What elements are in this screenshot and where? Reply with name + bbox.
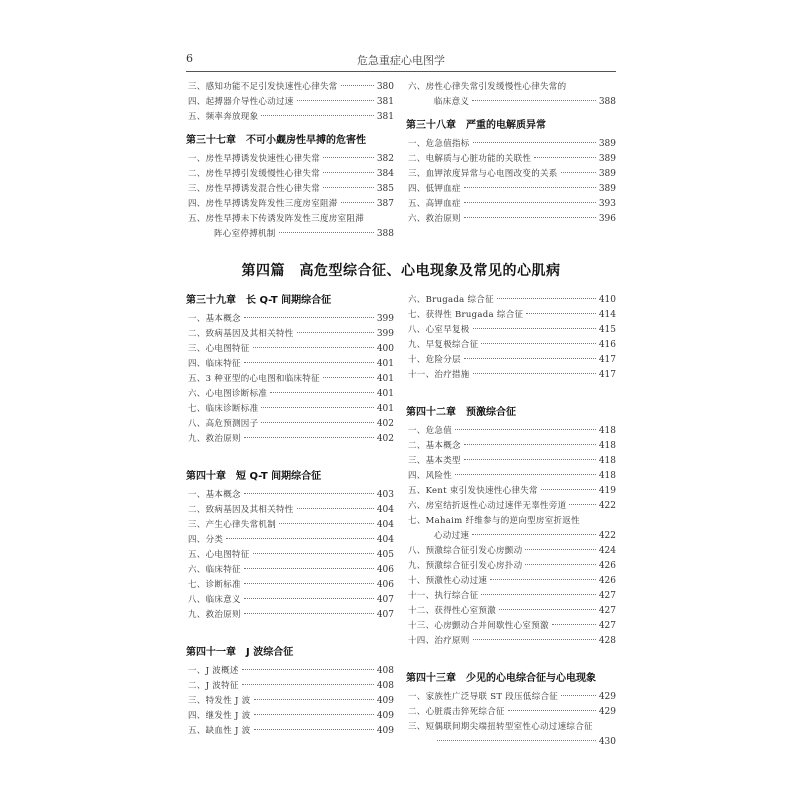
toc-entry: [406, 424, 616, 439]
toc-page-number: 401: [376, 374, 394, 384]
toc-page-number: 418: [598, 426, 616, 436]
toc-entry-title: 二、电解质与心脏功能的关联性: [408, 154, 532, 164]
toc-page-number: 424: [598, 546, 616, 556]
toc-entry-title: 二、基本概念: [408, 441, 461, 451]
toc-entry-title: 三、特发性 J 波: [188, 696, 251, 706]
toc-entry: [186, 724, 394, 739]
toc-entry-title: 七、Mahaim 纤维参与的逆向型房室折返性: [408, 516, 580, 526]
toc-entry-title: 六、心电图诊断标准: [188, 389, 268, 399]
dot-leader: [508, 710, 596, 711]
toc-column-top-right: [406, 80, 616, 227]
toc-entry: [186, 372, 394, 387]
toc-page-number: 406: [376, 580, 394, 590]
toc-entry-title: 十、预激性心动过速: [408, 576, 488, 586]
toc-entry-title: 八、高危预测因子: [188, 419, 259, 429]
dot-leader: [254, 729, 374, 730]
dot-leader: [244, 437, 374, 438]
toc-entry-title: 二、房性早搏引发缓慢性心律失常: [188, 169, 321, 179]
toc-page-number: 404: [376, 520, 394, 530]
toc-entry: [186, 608, 394, 623]
dot-leader: [481, 594, 595, 595]
toc-entry: [186, 503, 394, 518]
dot-leader: [561, 695, 596, 696]
toc-entry-title: 八、心室早复极: [408, 325, 470, 335]
toc-entry-title: 三、房性早搏诱发混合性心律失常: [188, 184, 321, 194]
toc-entry-title: 六、救治原则: [408, 214, 461, 224]
toc-page-number: 404: [376, 535, 394, 545]
toc-page-number: 388: [598, 97, 616, 107]
toc-page-number: 408: [376, 666, 394, 676]
dot-leader: [323, 157, 374, 158]
dot-leader: [472, 100, 596, 101]
toc-entry: [186, 563, 394, 578]
toc-entry: [406, 634, 616, 649]
toc-entry: [186, 593, 394, 608]
dot-leader: [244, 598, 374, 599]
part-title: 第四篇 高危型综合征、心电现象及常见的心肌病: [241, 263, 561, 279]
dot-leader: [261, 407, 373, 408]
toc-entry-title: 三、心电图特征: [188, 344, 250, 354]
toc-entry: [406, 499, 616, 514]
dot-leader: [254, 714, 374, 715]
toc-page-number: 405: [376, 550, 394, 560]
toc-entry-title: 一、J 波概述: [188, 666, 239, 676]
toc-entry-title: 七、临床诊断标准: [188, 404, 259, 414]
dot-leader: [464, 459, 596, 460]
toc-entry: [406, 559, 616, 574]
toc-entry: [406, 454, 616, 469]
toc-entry-title: 八、临床意义: [188, 595, 241, 605]
toc-page-number: 389: [598, 169, 616, 179]
toc-entry: [406, 439, 616, 454]
toc-entry: [406, 484, 616, 499]
toc-entry: [406, 604, 616, 619]
toc-entry: [186, 197, 394, 212]
dot-leader: [261, 422, 373, 423]
toc-page-number: 429: [598, 707, 616, 717]
toc-entry-title: 五、缺血性 J 波: [188, 726, 251, 736]
dot-leader: [270, 392, 374, 393]
toc-entry: [406, 720, 616, 735]
toc-page-number: 419: [598, 486, 616, 496]
toc-entry: [406, 619, 616, 634]
page-number: 6: [186, 52, 193, 65]
toc-entry: [406, 514, 616, 529]
toc-page-number: 427: [598, 591, 616, 601]
dot-leader: [297, 100, 374, 101]
toc-entry: [186, 182, 394, 197]
toc-entry-title: 一、基本概念: [188, 490, 241, 500]
toc-entry-title: 九、早复极综合征: [408, 340, 479, 350]
toc-entry-title: 一、危急值: [408, 426, 453, 436]
toc-entry: [406, 574, 616, 589]
toc-column-bottom-left: [186, 293, 394, 739]
toc-entry-title: 四、分类: [188, 535, 224, 545]
dot-leader: [242, 669, 374, 670]
toc-page-number: 382: [376, 154, 394, 164]
toc-entry-title: 八、预激综合征引发心房颤动: [408, 546, 523, 556]
toc-page-number: 416: [598, 340, 616, 350]
toc-entry-title: 四、风险性: [408, 471, 453, 481]
toc-entry-title: 临床意义: [434, 97, 470, 107]
dot-leader: [472, 534, 596, 535]
toc-entry: [186, 152, 394, 167]
toc-entry-title: 四、临床特征: [188, 359, 241, 369]
dot-leader: [525, 564, 595, 565]
dot-leader: [464, 444, 596, 445]
toc-page-number: 415: [598, 325, 616, 335]
toc-entry-title: 九、救治原则: [188, 610, 241, 620]
dot-leader: [526, 313, 596, 314]
toc-entry: [186, 212, 394, 227]
dot-leader: [254, 699, 374, 700]
toc-page-number: 389: [598, 139, 616, 149]
dot-leader: [297, 332, 374, 333]
dot-leader: [473, 373, 596, 374]
toc-page-number: 407: [376, 610, 394, 620]
toc-page-number: 402: [376, 434, 394, 444]
toc-page-number: 384: [376, 169, 394, 179]
dot-leader: [499, 609, 596, 610]
dot-leader: [437, 740, 596, 741]
toc-page-number: 428: [598, 636, 616, 646]
dot-leader: [490, 579, 596, 580]
toc-page-number: 401: [376, 404, 394, 414]
toc-entry: [406, 182, 616, 197]
toc-entry: [186, 387, 394, 402]
toc-page-number: 385: [376, 184, 394, 194]
dot-leader: [481, 343, 595, 344]
toc-entry-title: 一、危急值指标: [408, 139, 470, 149]
toc-entry: [186, 578, 394, 593]
toc-entry-title: 三、感知功能不足引发快速性心律失常: [188, 82, 338, 92]
toc-entry: [406, 308, 616, 323]
chapter-heading: 第三十八章 严重的电解质异常: [406, 120, 546, 131]
toc-entry-title: 六、Brugada 综合征: [408, 295, 494, 305]
dot-leader: [464, 202, 596, 203]
dot-leader: [534, 157, 596, 158]
toc-entry: [406, 589, 616, 604]
toc-page-number: 429: [598, 692, 616, 702]
dot-leader: [541, 489, 596, 490]
toc-page-number: 400: [376, 344, 394, 354]
toc-entry: [406, 544, 616, 559]
toc-page-number: 427: [598, 621, 616, 631]
dot-leader: [279, 232, 374, 233]
toc-entry: [186, 357, 394, 372]
dot-leader: [473, 142, 596, 143]
toc-entry-title: 十、危险分层: [408, 355, 461, 365]
toc-entry-title: 五、高钾血症: [408, 199, 461, 209]
toc-entry-title: 阵心室停搏机制: [214, 229, 276, 239]
dot-leader: [552, 624, 596, 625]
chapter-heading: 第三十九章 长 Q-T 间期综合征: [186, 295, 332, 306]
toc-entry: [186, 694, 394, 709]
toc-page-number: 426: [598, 561, 616, 571]
toc-entry: [186, 110, 394, 125]
dot-leader: [244, 583, 374, 584]
toc-entry: [406, 293, 616, 308]
page-header: [186, 52, 616, 70]
toc-page-number: 396: [598, 214, 616, 224]
chapter-heading: 第四十三章 少见的心电综合征与心电现象: [406, 673, 596, 684]
dot-leader: [341, 202, 374, 203]
toc-entry: [406, 167, 616, 182]
toc-entry-title: 二、致病基因及其相关特性: [188, 329, 294, 339]
toc-page-number: 414: [598, 310, 616, 320]
dot-leader: [561, 172, 596, 173]
toc-page-number: 427: [598, 606, 616, 616]
toc-page-number: 389: [598, 154, 616, 164]
toc-page-number: 409: [376, 726, 394, 736]
toc-page-number: 418: [598, 471, 616, 481]
toc-page-number: 399: [376, 329, 394, 339]
toc-entry: [186, 518, 394, 533]
toc-entry: [186, 342, 394, 357]
toc-page-number: 409: [376, 711, 394, 721]
dot-leader: [569, 504, 595, 505]
toc-entry: [406, 705, 616, 720]
toc-entry-title: 七、诊断标准: [188, 580, 241, 590]
book-title: 危急重症心电图学: [357, 54, 445, 67]
toc-page-number: 422: [598, 501, 616, 511]
dot-leader: [244, 362, 374, 363]
toc-page-number: 393: [598, 199, 616, 209]
toc-entry: [406, 197, 616, 212]
dot-leader: [261, 115, 373, 116]
toc-entry-title: 一、基本概念: [188, 314, 241, 324]
toc-entry-title: 九、救治原则: [188, 434, 241, 444]
toc-entry-title: 二、致病基因及其相关特性: [188, 505, 294, 515]
toc-entry-title: 三、短偶联间期尖端扭转型室性心动过速综合征: [408, 722, 593, 732]
toc-entry: [186, 664, 394, 679]
toc-page-number: 381: [376, 112, 394, 122]
toc-page-number: 426: [598, 576, 616, 586]
toc-entry-title: 十一、执行综合征: [408, 591, 479, 601]
dot-leader: [525, 549, 595, 550]
toc-page-number: 408: [376, 681, 394, 691]
toc-page-number: 407: [376, 595, 394, 605]
toc-entry-title: 六、临床特征: [188, 565, 241, 575]
toc-page-number: 418: [598, 441, 616, 451]
toc-entry: [186, 327, 394, 342]
toc-entry-title: 四、低钾血症: [408, 184, 461, 194]
toc-page-number: 430: [598, 737, 616, 747]
dot-leader: [473, 639, 596, 640]
toc-entry: [186, 679, 394, 694]
toc-entry: [186, 709, 394, 724]
dot-leader: [253, 553, 374, 554]
toc-entry: [186, 80, 394, 95]
toc-page-number: 401: [376, 389, 394, 399]
toc-entry-title: 四、房性早搏诱发阵发性三度房室阻滞: [188, 199, 338, 209]
toc-entry-title: 五、房性早搏未下传诱发阵发性三度房室阻滞: [188, 214, 365, 224]
dot-leader: [244, 317, 374, 318]
toc-page-number: 403: [376, 490, 394, 500]
toc-entry-title: 三、血钾浓度异常与心电图改变的关系: [408, 169, 558, 179]
toc-page-number: 388: [376, 229, 394, 239]
dot-leader: [244, 568, 374, 569]
toc-entry: [186, 167, 394, 182]
toc-page-number: 404: [376, 505, 394, 515]
toc-column-bottom-right: [406, 293, 616, 750]
dot-leader: [497, 298, 596, 299]
dot-leader: [242, 684, 374, 685]
toc-entry-title: 七、获得性 Brugada 综合征: [408, 310, 524, 320]
toc-entry-title: 四、继发性 J 波: [188, 711, 251, 721]
chapter-heading: 第四十二章 预激综合征: [406, 407, 516, 418]
toc-page-number: 402: [376, 419, 394, 429]
toc-entry-title: 五、心电图特征: [188, 550, 250, 560]
dot-leader: [455, 429, 596, 430]
toc-entry: [406, 529, 616, 544]
dot-leader: [341, 85, 374, 86]
dot-leader: [473, 328, 596, 329]
toc-entry-title: 三、产生心律失常机制: [188, 520, 277, 530]
dot-leader: [244, 493, 374, 494]
toc-page-number: 406: [376, 565, 394, 575]
toc-page-number: 381: [376, 97, 394, 107]
toc-entry-title: 五、3 种亚型的心电图和临床特征: [188, 374, 320, 384]
toc-page-number: 389: [598, 184, 616, 194]
toc-entry-title: 十一、治疗措施: [408, 370, 470, 380]
toc-entry: [186, 312, 394, 327]
chapter-heading: 第三十七章 不可小觑房性早搏的危害性: [186, 135, 366, 146]
toc-page-number: 387: [376, 199, 394, 209]
toc-entry: [406, 469, 616, 484]
toc-entry: [406, 152, 616, 167]
toc-page-number: 399: [376, 314, 394, 324]
toc-entry: [406, 338, 616, 353]
toc-entry: [186, 417, 394, 432]
toc-entry-title: 三、基本类型: [408, 456, 461, 466]
toc-page-number: 380: [376, 82, 394, 92]
toc-column-top-left: [186, 80, 394, 242]
toc-entry: [406, 690, 616, 705]
toc-entry-title: 心动过速: [434, 531, 470, 541]
toc-entry-title: 五、频率奔放现象: [188, 112, 259, 122]
toc-entry-title: 十三、心房颤动合并间歇性心室预激: [408, 621, 549, 631]
toc-entry: [186, 533, 394, 548]
toc-entry-title: 六、房室结折返性心动过速伴无辜性旁道: [408, 501, 567, 511]
dot-leader: [464, 358, 596, 359]
toc-entry-title: 六、房性心律失常引发缓慢性心律失常的: [408, 82, 567, 92]
toc-entry: [406, 80, 616, 95]
toc-entry: [406, 323, 616, 338]
dot-leader: [455, 474, 596, 475]
header-rule: [186, 71, 616, 72]
dot-leader: [323, 187, 374, 188]
dot-leader: [279, 523, 374, 524]
toc-entry: [406, 137, 616, 152]
toc-entry: [186, 432, 394, 447]
toc-page-number: 417: [598, 370, 616, 380]
toc-entry: [186, 488, 394, 503]
dot-leader: [323, 377, 374, 378]
toc-entry-title: 十二、获得性心室预激: [408, 606, 497, 616]
dot-leader: [253, 347, 374, 348]
toc-entry: [406, 353, 616, 368]
toc-page-number: 409: [376, 696, 394, 706]
toc-entry-title: 四、起搏器介导性心动过速: [188, 97, 294, 107]
toc-entry: [406, 368, 616, 383]
dot-leader: [464, 217, 596, 218]
toc-entry: [186, 402, 394, 417]
toc-page-number: 418: [598, 456, 616, 466]
toc-entry-title: 九、预激综合征引发心房扑动: [408, 561, 523, 571]
dot-leader: [464, 187, 596, 188]
chapter-heading: 第四十章 短 Q-T 间期综合征: [186, 471, 322, 482]
toc-entry-title: 一、房性早搏诱发快速性心律失常: [188, 154, 321, 164]
toc-entry: [406, 735, 616, 750]
toc-entry-title: 一、家族性广泛导联 ST 段压低综合征: [408, 692, 559, 702]
toc-entry: [406, 95, 616, 110]
toc-entry: [186, 548, 394, 563]
toc-entry-title: 十四、治疗原则: [408, 636, 470, 646]
toc-entry-title: 二、心脏震击猝死综合征: [408, 707, 505, 717]
dot-leader: [244, 613, 374, 614]
toc-page-number: 410: [598, 295, 616, 305]
toc-page-number: 417: [598, 355, 616, 365]
dot-leader: [297, 508, 374, 509]
toc-entry-title: 二、J 波特征: [188, 681, 239, 691]
toc-entry: [186, 227, 394, 242]
toc-page-number: 401: [376, 359, 394, 369]
dot-leader: [226, 538, 374, 539]
chapter-heading: 第四十一章 J 波综合征: [186, 647, 294, 658]
toc-page-number: 422: [598, 531, 616, 541]
dot-leader: [323, 172, 374, 173]
toc-entry: [406, 212, 616, 227]
toc-entry-title: 五、Kent 束引发快速性心律失常: [408, 486, 538, 496]
toc-entry: [186, 95, 394, 110]
